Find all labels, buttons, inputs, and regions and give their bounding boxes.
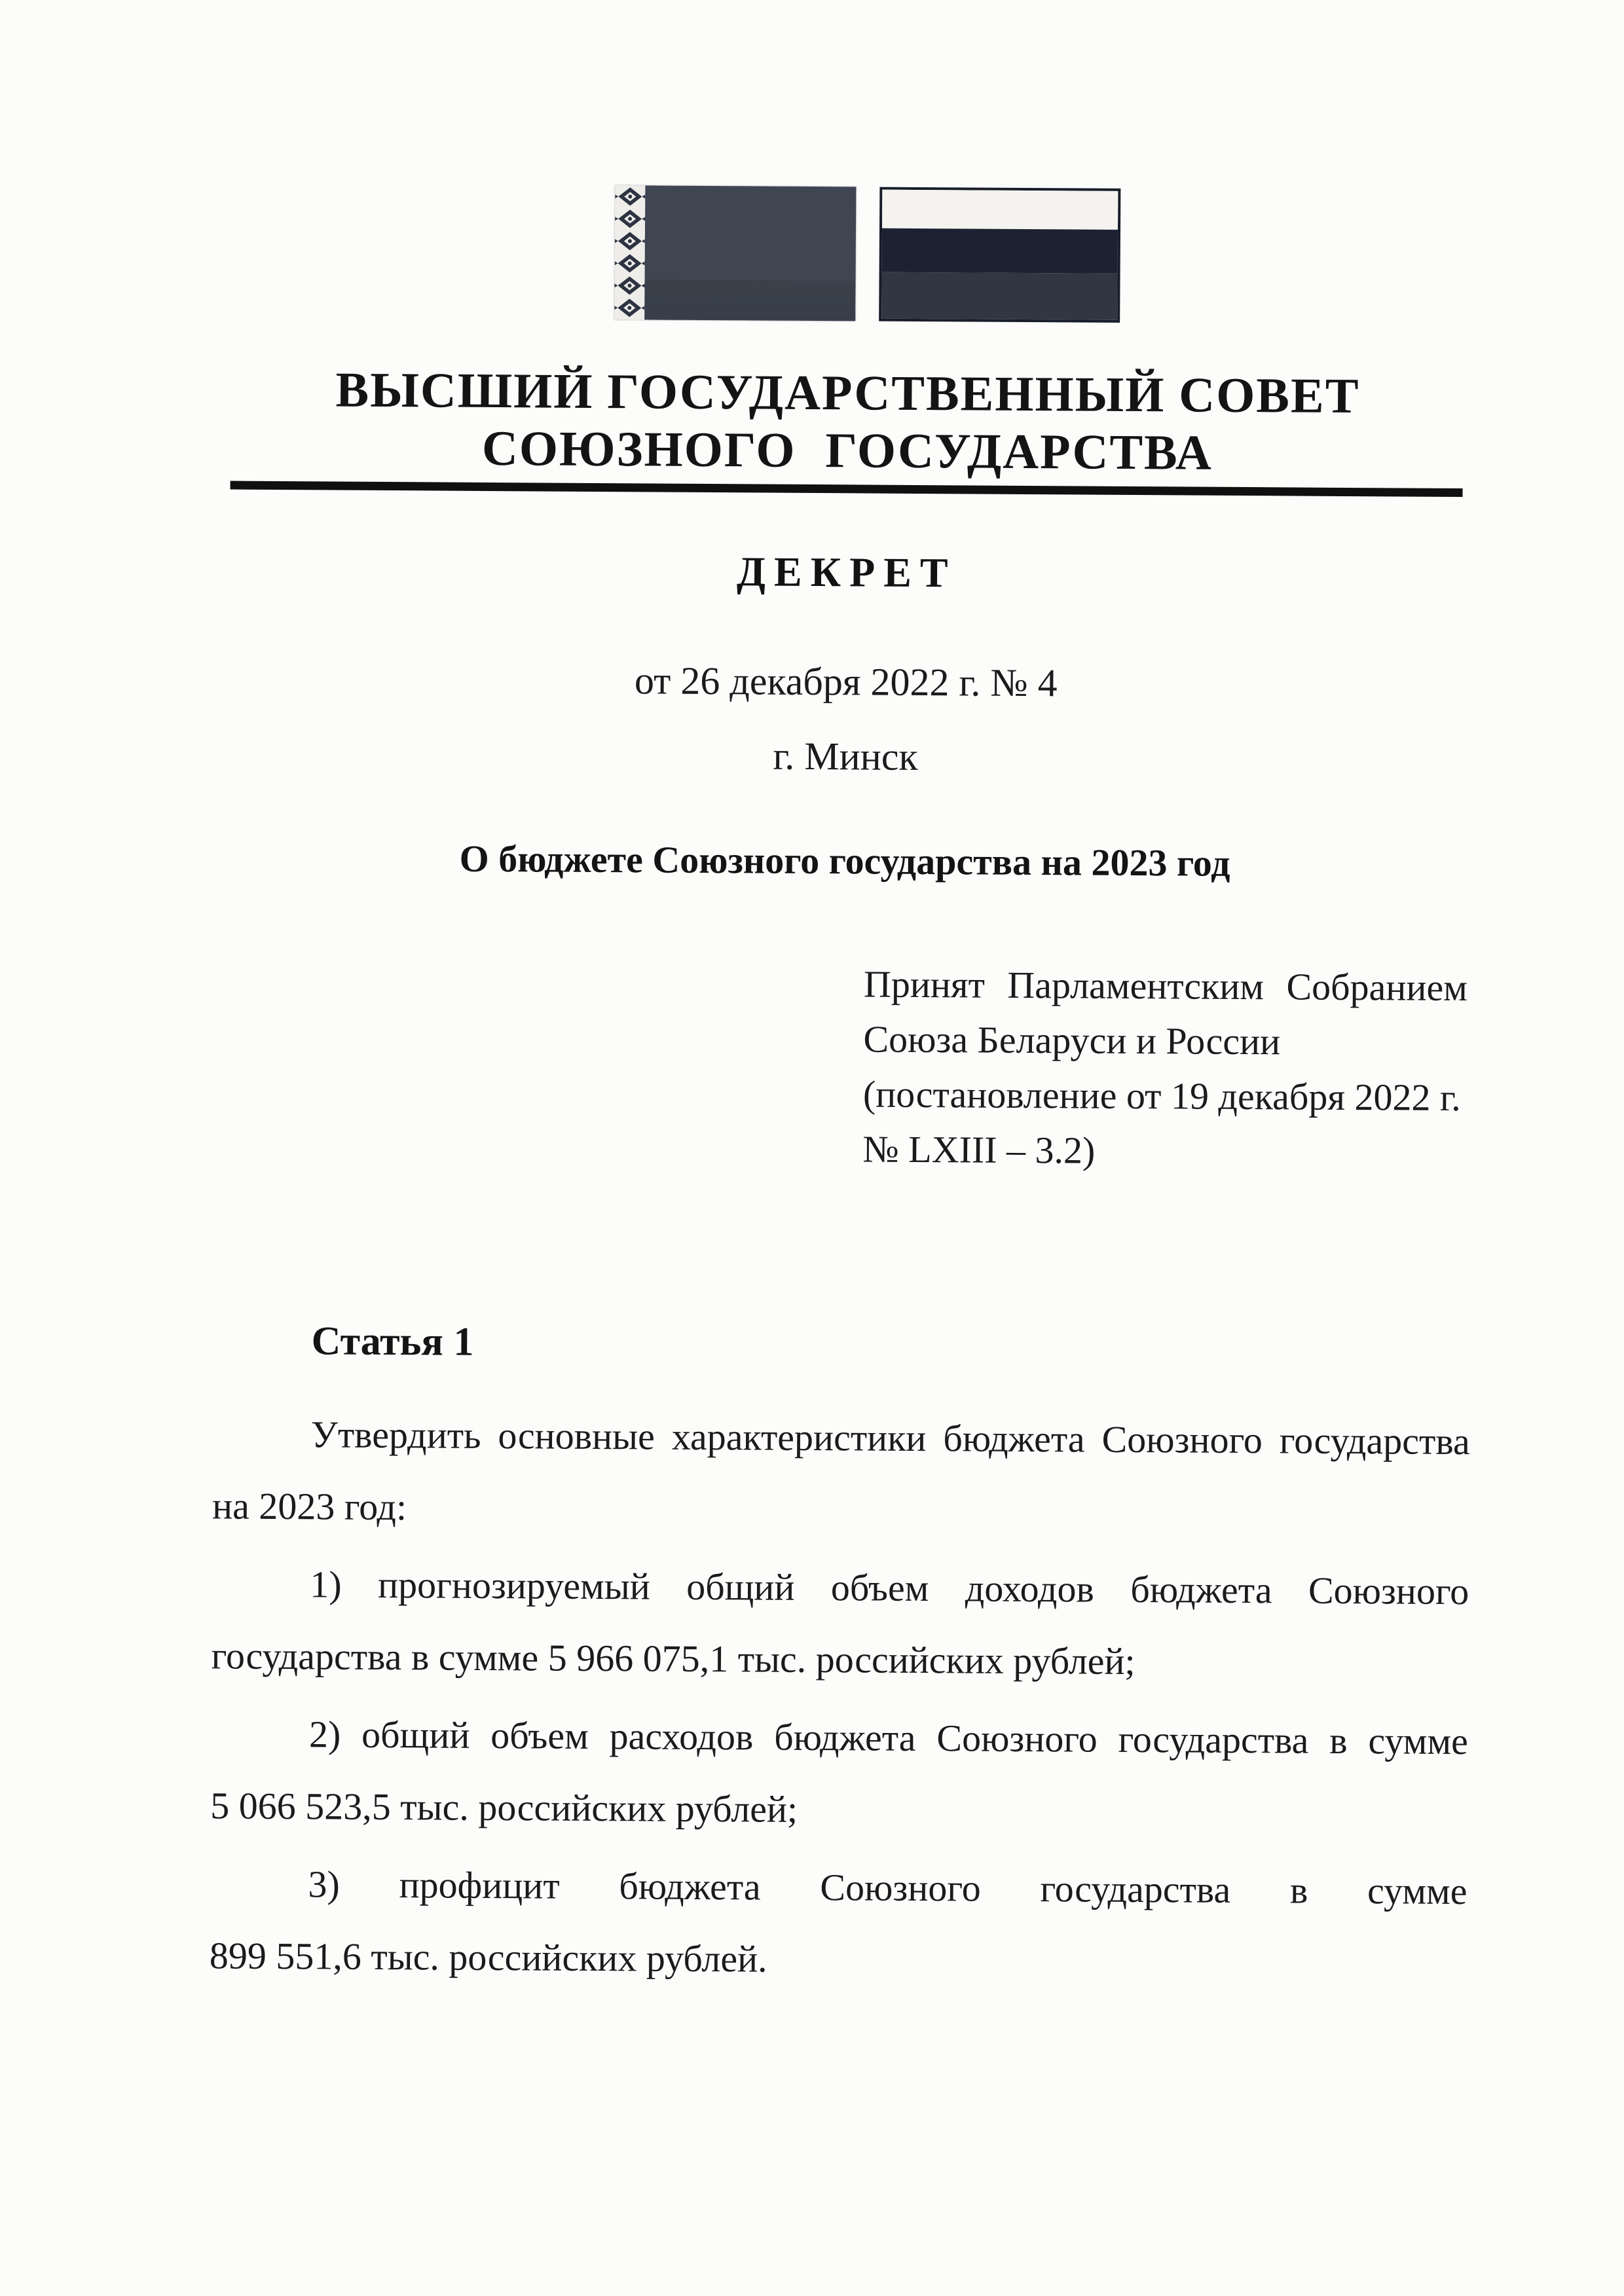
document-type-heading: ДЕКРЕТ [736,548,957,596]
russia-flag-white-band [882,190,1118,230]
article-1-item-1 [211,1548,1469,1700]
article-1-item-3 [210,1848,1467,1999]
intro-line-1: Утвердить основные характеристики бюджета Союзного государства [310,1413,1470,1463]
russia-flag-middle-band [882,228,1118,274]
russia-flag-icon [879,187,1120,323]
item-1-line-2: государства в сумме 5 966 075,1 тыс. российских рублей; [211,1634,1135,1683]
item-2-line-1: 2) общий объем расходов бюджета Союзного государства в сумме [308,1713,1469,1763]
item-3-line-1: 3) профицит бюджета Союзного государства в сумме [308,1863,1467,1913]
issuing-authority-title [219,360,1477,483]
item-3-line-2: 899 551,6 тыс. российских рублей. [209,1934,767,1980]
belarus-flag-ornament-strip [614,185,645,319]
authority-name-line-2: СОЮЗНОГО ГОСУДАРСТВА [481,420,1213,481]
adoption-line-3: (постановление от 19 декабря 2022 г. [862,1072,1461,1120]
item-1-line-1: 1) прогнозируемый общий объем доходов бюджета Союзного [310,1563,1469,1613]
authority-name-line-1: ВЫСШИЙ ГОСУДАРСТВЕННЫЙ СОВЕТ [335,362,1360,424]
adoption-line-2: Союза Беларуси и России [863,1017,1281,1063]
place-line: г. Минск [773,734,918,778]
document-subject-title: О бюджете Союзного государства на 2023 год [459,837,1230,884]
adoption-note-block [862,957,1467,1180]
horizontal-rule [231,481,1463,497]
article-1-intro-paragraph [212,1398,1470,1550]
date-and-number-line: от 26 декабря 2022 г. № 4 [634,659,1058,705]
belarus-flag-icon [614,185,856,321]
article-1-heading: Статья 1 [311,1319,474,1364]
union-state-flags [219,183,1477,325]
russia-flag-bottom-band [881,272,1117,320]
item-2-line-2: 5 066 523,5 тыс. российских рублей; [210,1784,798,1831]
adoption-line-4: № LXIII – 3.2) [862,1127,1096,1172]
adoption-line-1: Принят Парламентским Собранием [863,962,1468,1010]
intro-line-2: на 2023 год: [212,1484,407,1529]
belarus-flag-field [644,185,856,321]
article-1-item-2 [210,1698,1468,1850]
